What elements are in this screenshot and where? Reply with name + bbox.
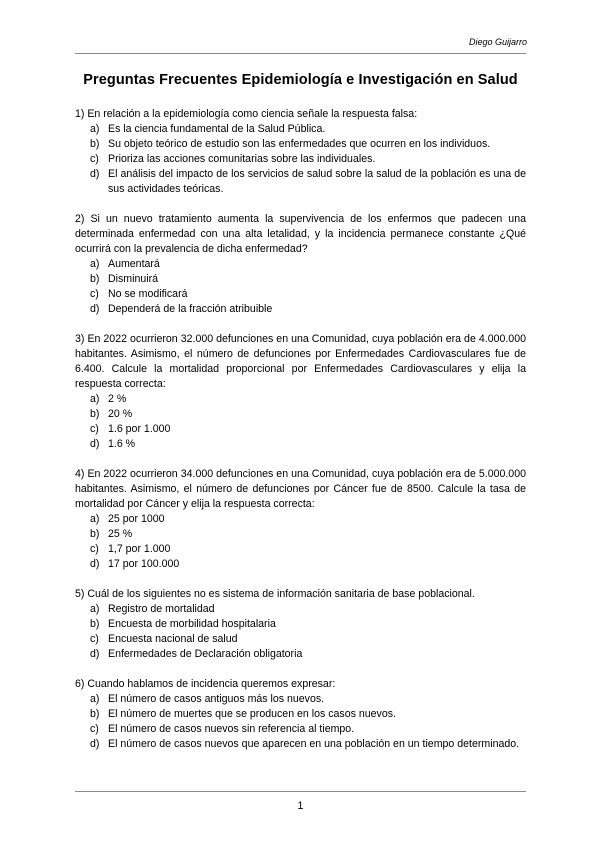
document-title: Preguntas Frecuentes Epidemiología e Investigación en Salud — [83, 72, 518, 88]
question-stem: 5) Cuál de los siguientes no es sistema de información sanitaria de base poblacional. — [75, 588, 475, 600]
option-letter: d) — [90, 303, 100, 315]
option-text: Es la ciencia fundamental de la Salud Pública. — [108, 123, 326, 135]
answer-option — [90, 167, 526, 197]
option-letter: b) — [90, 138, 100, 150]
answer-option — [90, 722, 526, 737]
answer-option — [90, 137, 526, 152]
answer-options — [75, 512, 526, 572]
answer-option — [90, 152, 526, 167]
option-text: El análisis del impacto de los servicios de salud sobre la salud de la población es una de sus actividades teóricas. — [108, 168, 526, 195]
option-letter: d) — [90, 168, 100, 180]
answer-option — [90, 287, 526, 302]
answer-option — [90, 542, 526, 557]
option-letter: c) — [90, 543, 99, 555]
option-letter: d) — [90, 438, 100, 450]
option-letter: c) — [90, 423, 99, 435]
answer-options — [75, 392, 526, 452]
option-text: El número de muertes que se producen en los casos nuevos. — [108, 708, 396, 720]
header-author: Diego Guijarro — [468, 37, 527, 47]
option-text: No se modificará — [108, 288, 188, 300]
option-letter: b) — [90, 528, 100, 540]
header-divider — [75, 53, 526, 54]
option-text: 25 % — [108, 528, 133, 540]
option-text: El número de casos nuevos sin referencia al tiempo. — [108, 723, 355, 735]
option-letter: c) — [90, 153, 99, 165]
answer-option — [90, 617, 526, 632]
question-5 — [75, 587, 526, 662]
question-2 — [75, 212, 526, 317]
answer-option — [90, 407, 526, 422]
option-letter: b) — [90, 618, 100, 630]
answer-option — [90, 692, 526, 707]
question-stem: 2) Si un nuevo tratamiento aumenta la supervivencia de los enfermos que padecen una determinada enfermedad con una alta letalidad, y la incidencia permanece constante ¿Qué ocurrirá con la prevalencia de dicha enfermedad? — [75, 213, 526, 255]
option-letter: a) — [90, 603, 100, 615]
answer-option — [90, 257, 526, 272]
page-number: 1 — [297, 800, 304, 812]
option-text: Enfermedades de Declaración obligatoria — [108, 648, 303, 660]
question-stem: 6) Cuando hablamos de incidencia queremos expresar: — [75, 678, 336, 690]
option-text: Registro de mortalidad — [108, 603, 215, 615]
answer-option — [90, 302, 526, 317]
answer-option — [90, 707, 526, 722]
footer-divider — [75, 791, 526, 792]
option-letter: b) — [90, 273, 100, 285]
option-letter: a) — [90, 513, 100, 525]
question-stem: 4) En 2022 ocurrieron 34.000 defunciones en una Comunidad, cuya población era de 5.000.000 habitantes. Asimismo, el número de defunciones por Cáncer fue de 8500. Calcule la tasa de mortalidad por Cáncer y elija la respuesta correcta: — [75, 468, 526, 510]
option-letter: a) — [90, 123, 100, 135]
option-letter: d) — [90, 738, 100, 750]
answer-option — [90, 527, 526, 542]
answer-option — [90, 557, 526, 572]
option-text: Prioriza las acciones comunitarias sobre las individuales. — [108, 153, 376, 165]
option-text: 2 % — [108, 393, 127, 405]
option-text: 25 por 1000 — [108, 513, 165, 525]
option-text: Encuesta de morbilidad hospitalaria — [108, 618, 276, 630]
answer-option — [90, 737, 526, 752]
option-text: 1.6 % — [108, 438, 136, 450]
answer-options — [75, 257, 526, 317]
option-letter: a) — [90, 693, 100, 705]
answer-option — [90, 422, 526, 437]
option-letter: a) — [90, 393, 100, 405]
question-3 — [75, 332, 526, 452]
option-letter: a) — [90, 258, 100, 270]
option-text: 1.6 por 1.000 — [108, 423, 171, 435]
option-text: Disminuirá — [108, 273, 159, 285]
answer-option — [90, 602, 526, 617]
answer-options — [75, 122, 526, 197]
answer-option — [90, 272, 526, 287]
option-letter: b) — [90, 408, 100, 420]
answer-option — [90, 512, 526, 527]
option-text: 17 por 100.000 — [108, 558, 180, 570]
option-text: 20 % — [108, 408, 133, 420]
option-text: Dependerá de la fracción atribuible — [108, 303, 273, 315]
option-text: El número de casos nuevos que aparecen en una población en un tiempo determinado. — [108, 738, 520, 750]
answer-option — [90, 632, 526, 647]
option-text: Su objeto teórico de estudio son las enfermedades que ocurren en los individuos. — [108, 138, 491, 150]
question-6 — [75, 677, 526, 752]
option-letter: b) — [90, 708, 100, 720]
option-letter: c) — [90, 723, 99, 735]
question-1 — [75, 107, 526, 197]
answer-option — [90, 437, 526, 452]
answer-options — [75, 602, 526, 662]
question-stem: 3) En 2022 ocurrieron 32.000 defunciones en una Comunidad, cuya población era de 4.000.000 habitantes. Asimismo, el número de defunciones por Enfermedades Cardiovasculares fue de 6.400. Calcule la mortalidad proporcional por Enfermedades Cardiovasculares y elija la respuesta correcta: — [75, 333, 526, 390]
answer-options — [75, 692, 526, 752]
answer-option — [90, 647, 526, 662]
option-text: 1,7 por 1.000 — [108, 543, 171, 555]
option-letter: d) — [90, 558, 100, 570]
option-letter: c) — [90, 288, 99, 300]
answer-option — [90, 122, 526, 137]
option-letter: d) — [90, 648, 100, 660]
questions-list — [75, 107, 526, 767]
option-letter: c) — [90, 633, 99, 645]
question-stem: 1) En relación a la epidemiología como ciencia señale la respuesta falsa: — [75, 108, 418, 120]
option-text: El número de casos antiguos más los nuevos. — [108, 693, 325, 705]
answer-option — [90, 392, 526, 407]
option-text: Aumentará — [108, 258, 160, 270]
question-4 — [75, 467, 526, 572]
option-text: Encuesta nacional de salud — [108, 633, 238, 645]
